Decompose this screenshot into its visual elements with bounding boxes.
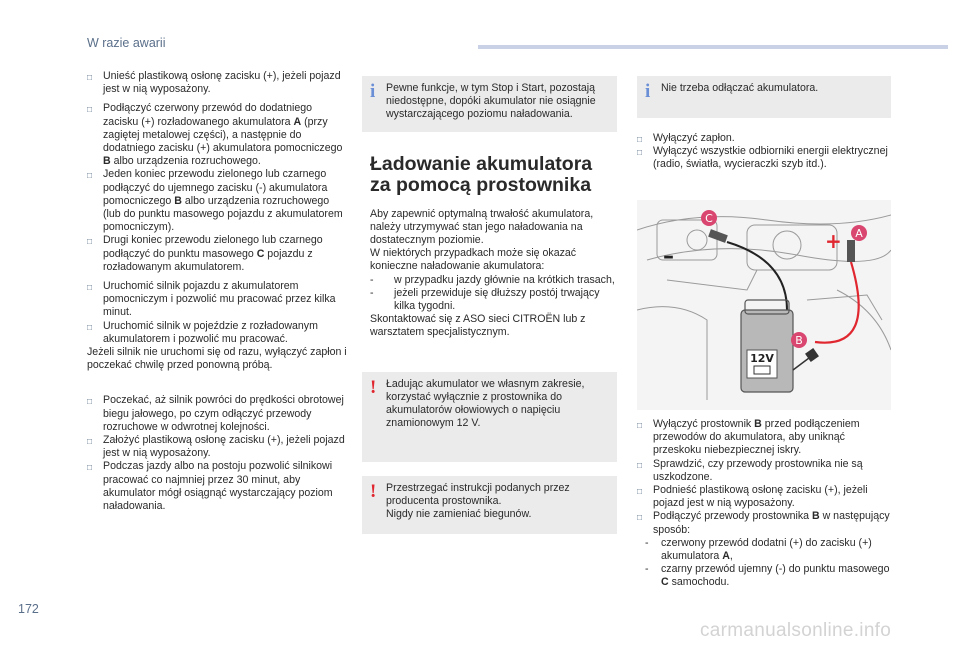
- list-item: □ Podłączyć czerwony przewód do dodatniego zacisku (+) rozładowanego akumulatora A (przy zagiętej metalowej części), a następnie do dodatniego zacisku (+) akumulatora pomocniczego B albo urządzenia rozruchowego.: [87, 102, 343, 168]
- check-square-icon: □: [637, 459, 643, 470]
- column-3-lower: [637, 418, 891, 590]
- list-item: □ Podłączyć przewody prostownika B w następujący sposób:: [637, 510, 890, 536]
- list-item: □ Drugi koniec przewodu zielonego lub czarnego podłączyć do punktu masowego C pojazdu z rozładowanym akumulatorem.: [87, 234, 323, 273]
- plus-symbol: +: [825, 229, 842, 253]
- column-2: [362, 76, 617, 534]
- info-icon: i: [645, 81, 651, 102]
- paragraph: Skontaktować się z ASO sieci CITROËN lub z warsztatem specjalistycznym.: [370, 313, 586, 339]
- charger-illustration: [637, 200, 891, 410]
- list-item: □ Poczekać, aż silnik powróci do prędkości obrotowej biegu jałowego, po czym odłączyć przewody rozruchowe w odwrotnej kolejności.: [87, 394, 344, 433]
- check-square-icon: □: [87, 462, 93, 473]
- check-square-icon: □: [87, 72, 93, 82]
- list-item: □ Wyłączyć zapłon.: [637, 132, 891, 145]
- list-item: □ Jeden koniec przewodu zielonego lub czarnego podłączyć do ujemnego zacisku (-) akumulatora pomocniczego B albo urządzenia rozruchowego (lub do punktu masowego pojazdu z akumulatorem pomocniczym).: [87, 168, 343, 234]
- info-box: i Nie trzeba odłączać akumulatora.: [637, 76, 891, 118]
- list-item: □ Uruchomić silnik w pojeździe z rozładowanym akumulatorem i pozwolić mu pracować.: [87, 319, 318, 345]
- check-square-icon: □: [637, 512, 643, 523]
- warning-box: ! Ładując akumulator we własnym zakresie, korzystać wyłącznie z prostownika do akumulatorów ołowiowych o napięciu znamionowym 12 V.: [362, 372, 617, 462]
- check-square-icon: □: [637, 134, 643, 144]
- list-item: □ Sprawdzić, czy przewody prostownika nie są uszkodzone.: [637, 457, 863, 483]
- check-square-icon: □: [637, 420, 643, 430]
- list-item: □ Wyłączyć prostownik B przed podłączeniem przewodów do akumulatora, aby uniknąć przeskoku niebezpiecznej iskry.: [637, 418, 860, 457]
- check-square-icon: □: [87, 321, 93, 332]
- list-item: □ Unieść plastikową osłonę zacisku (+), jeżeli pojazd jest w nią wyposażony.: [87, 70, 341, 96]
- paragraph: Jeżeli silnik nie uruchomi się od razu, wyłączyć zapłon i poczekać chwilę przed ponowną próbą.: [87, 346, 347, 372]
- page-number: 172: [18, 602, 39, 616]
- list-item: - czarny przewód ujemny (-) do punktu masowego C samochodu.: [645, 563, 890, 589]
- column-1: [87, 70, 349, 513]
- check-square-icon: □: [87, 282, 93, 293]
- list-item: - czerwony przewód dodatni (+) do zacisku (+) akumulatora A,: [645, 536, 872, 563]
- list-item: - jeżeli przewiduje się dłuższy postój trwający kilka tygodni.: [370, 286, 600, 313]
- watermark: carmanualsonline.info: [700, 620, 892, 641]
- list-item: □ Podnieść plastikową osłonę zacisku (+), jeżeli pojazd jest w nią wyposażony.: [637, 484, 868, 510]
- list-item: - w przypadku jazdy głównie na krótkich trasach,: [370, 273, 615, 286]
- header-rule: [478, 45, 948, 49]
- exclamation-icon: !: [370, 480, 377, 502]
- list-item: □ Podczas jazdy albo na postoju pozwolić silnikowi pracować co najmniej przez 30 minut, aby akumulator mógł osiągnąć wystarczający poziom naładowania.: [87, 460, 333, 513]
- info-icon: i: [370, 81, 376, 102]
- label-b: B: [795, 334, 803, 347]
- check-square-icon: □: [87, 436, 93, 447]
- list-item: □ Wyłączyć wszystkie odbiorniki energii elektrycznej (radio, światła, wycieraczki szyb itd.).: [637, 145, 888, 171]
- header-title: W razie awarii: [87, 36, 166, 50]
- list-item: □ Uruchomić silnik pojazdu z akumulatorem pomocniczym i pozwolić mu pracować przez kilka minut.: [87, 280, 336, 319]
- check-square-icon: □: [87, 396, 93, 407]
- check-square-icon: □: [637, 486, 643, 497]
- check-square-icon: □: [87, 170, 93, 181]
- voltage-label: 12V: [750, 352, 774, 365]
- exclamation-icon: !: [370, 376, 377, 398]
- info-box: i Pewne funkcje, w tym Stop i Start, pozostają niedostępne, dopóki akumulator nie osiągnie wystarczającego poziomu naładowania.: [362, 76, 617, 132]
- minus-symbol: –: [663, 244, 674, 269]
- paragraph: W niektórych przypadkach może się okazać konieczne naładowanie akumulatora:: [370, 247, 577, 273]
- check-square-icon: □: [637, 147, 643, 158]
- paragraph: Aby zapewnić optymalną trwałość akumulatora, należy utrzymywać stan jego naładowania na dostatecznym poziomie.: [370, 207, 594, 247]
- check-square-icon: □: [87, 236, 93, 247]
- label-c: C: [705, 212, 713, 225]
- warning-box: ! Przestrzegać instrukcji podanych przez producenta prostownika. Nigdy nie zamieniać biegunów.: [362, 476, 617, 534]
- charger-diagram: [637, 200, 891, 410]
- list-item: □ Założyć plastikową osłonę zacisku (+), jeżeli pojazd jest w nią wyposażony.: [87, 434, 345, 460]
- label-a: A: [855, 227, 863, 240]
- column-3: [637, 76, 891, 172]
- section-title: Ładowanie akumulatora za pomocą prostownika: [370, 152, 593, 196]
- check-square-icon: □: [87, 104, 93, 115]
